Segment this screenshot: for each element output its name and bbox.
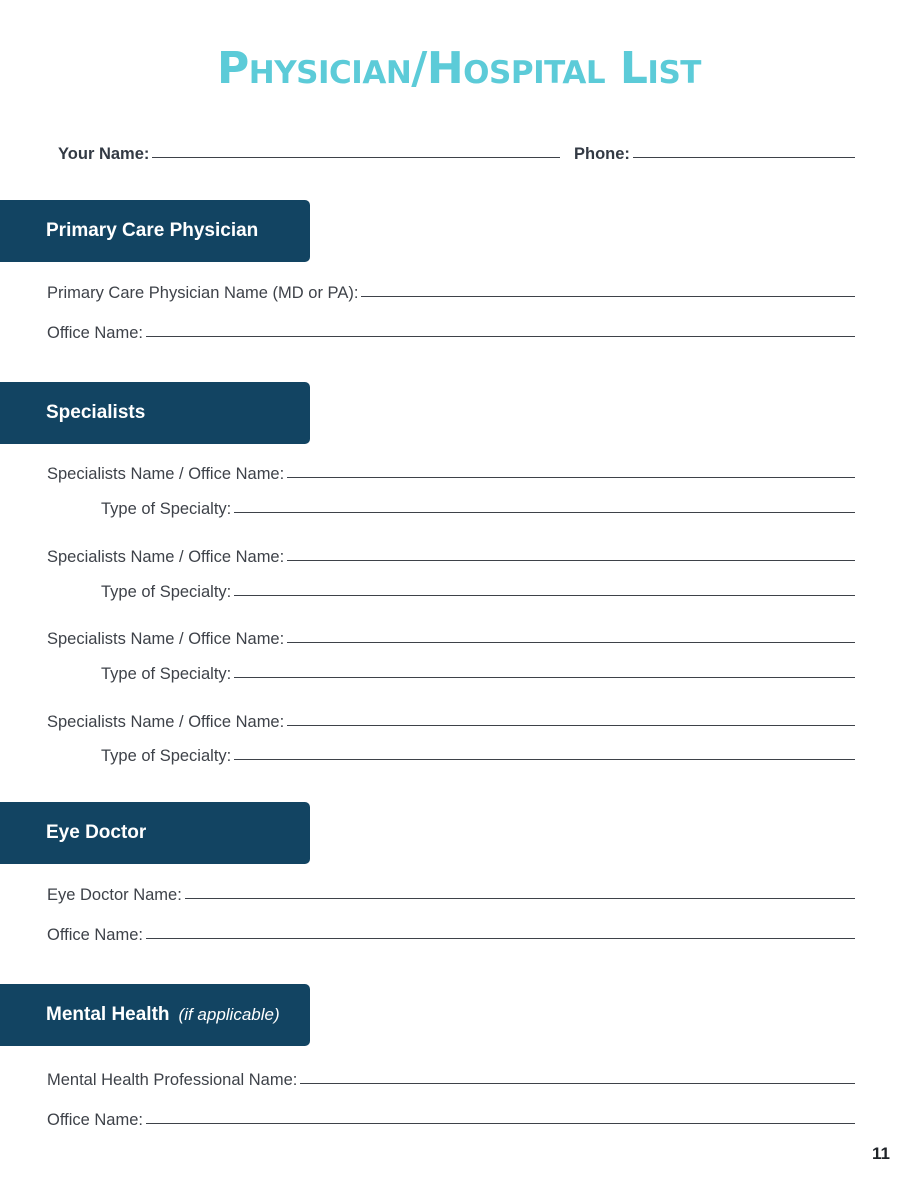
your-name-label: Your Name: bbox=[58, 145, 150, 163]
specialist-name-field[interactable] bbox=[47, 710, 855, 734]
mental-health-heading-note: (if applicable) bbox=[178, 1005, 280, 1024]
phone-field[interactable] bbox=[574, 142, 855, 166]
eye-doctor-name-field[interactable] bbox=[47, 883, 855, 907]
eye-office-field[interactable] bbox=[47, 923, 855, 947]
specialist-name-label: Specialists Name / Office Name: bbox=[47, 713, 285, 731]
mental-health-professional-input-line[interactable] bbox=[300, 1083, 855, 1084]
mental-health-heading: Mental Health bbox=[46, 1004, 170, 1025]
your-name-input-line[interactable] bbox=[152, 157, 560, 158]
primary-office-field[interactable] bbox=[47, 321, 855, 345]
primary-office-label: Office Name: bbox=[47, 324, 143, 342]
mental-health-professional-field[interactable] bbox=[47, 1068, 855, 1092]
specialty-type-input-line[interactable] bbox=[234, 677, 855, 678]
specialist-name-field[interactable] bbox=[47, 627, 855, 651]
primary-physician-label: Primary Care Physician Name (MD or PA): bbox=[47, 284, 359, 302]
eye-doctor-name-input-line[interactable] bbox=[185, 898, 855, 899]
specialist-name-label: Specialists Name / Office Name: bbox=[47, 630, 285, 648]
eye-doctor-banner bbox=[0, 802, 310, 864]
mental-health-professional-label: Mental Health Professional Name: bbox=[47, 1071, 298, 1089]
specialist-name-field[interactable] bbox=[47, 462, 855, 486]
page-title: Physician/Hospital List bbox=[217, 43, 701, 94]
specialist-name-input-line[interactable] bbox=[287, 725, 855, 726]
primary-physician-input-line[interactable] bbox=[361, 296, 855, 297]
phone-input-line[interactable] bbox=[633, 157, 855, 158]
phone-label: Phone: bbox=[574, 145, 630, 163]
specialty-type-input-line[interactable] bbox=[234, 759, 855, 760]
eye-doctor-heading: Eye Doctor bbox=[46, 822, 147, 843]
specialist-name-field[interactable] bbox=[47, 545, 855, 569]
specialist-name-label: Specialists Name / Office Name: bbox=[47, 465, 285, 483]
specialty-type-input-line[interactable] bbox=[234, 512, 855, 513]
mental-office-label: Office Name: bbox=[47, 1111, 143, 1129]
specialty-type-input-line[interactable] bbox=[234, 595, 855, 596]
mental-office-input-line[interactable] bbox=[146, 1123, 855, 1124]
specialty-type-label: Type of Specialty: bbox=[101, 747, 232, 765]
eye-doctor-name-label: Eye Doctor Name: bbox=[47, 886, 182, 904]
specialty-type-label: Type of Specialty: bbox=[101, 583, 232, 601]
specialist-name-label: Specialists Name / Office Name: bbox=[47, 548, 285, 566]
specialist-name-input-line[interactable] bbox=[287, 560, 855, 561]
specialist-name-input-line[interactable] bbox=[287, 477, 855, 478]
specialty-type-field[interactable] bbox=[101, 662, 855, 686]
specialist-name-input-line[interactable] bbox=[287, 642, 855, 643]
primary-physician-field[interactable] bbox=[47, 281, 855, 305]
mental-office-field[interactable] bbox=[47, 1108, 855, 1132]
primary-care-heading: Primary Care Physician bbox=[46, 220, 259, 241]
primary-office-input-line[interactable] bbox=[146, 336, 855, 337]
mental-health-banner bbox=[0, 984, 310, 1046]
specialists-banner bbox=[0, 382, 310, 444]
specialists-heading: Specialists bbox=[46, 402, 146, 423]
page-number: 11 bbox=[872, 1144, 890, 1163]
eye-office-label: Office Name: bbox=[47, 926, 143, 944]
specialty-type-field[interactable] bbox=[101, 744, 855, 768]
eye-office-input-line[interactable] bbox=[146, 938, 855, 939]
specialty-type-field[interactable] bbox=[101, 580, 855, 604]
specialty-type-field[interactable] bbox=[101, 497, 855, 521]
specialty-type-label: Type of Specialty: bbox=[101, 500, 232, 518]
specialty-type-label: Type of Specialty: bbox=[101, 665, 232, 683]
primary-care-banner bbox=[0, 200, 310, 262]
your-name-field[interactable] bbox=[58, 142, 560, 166]
